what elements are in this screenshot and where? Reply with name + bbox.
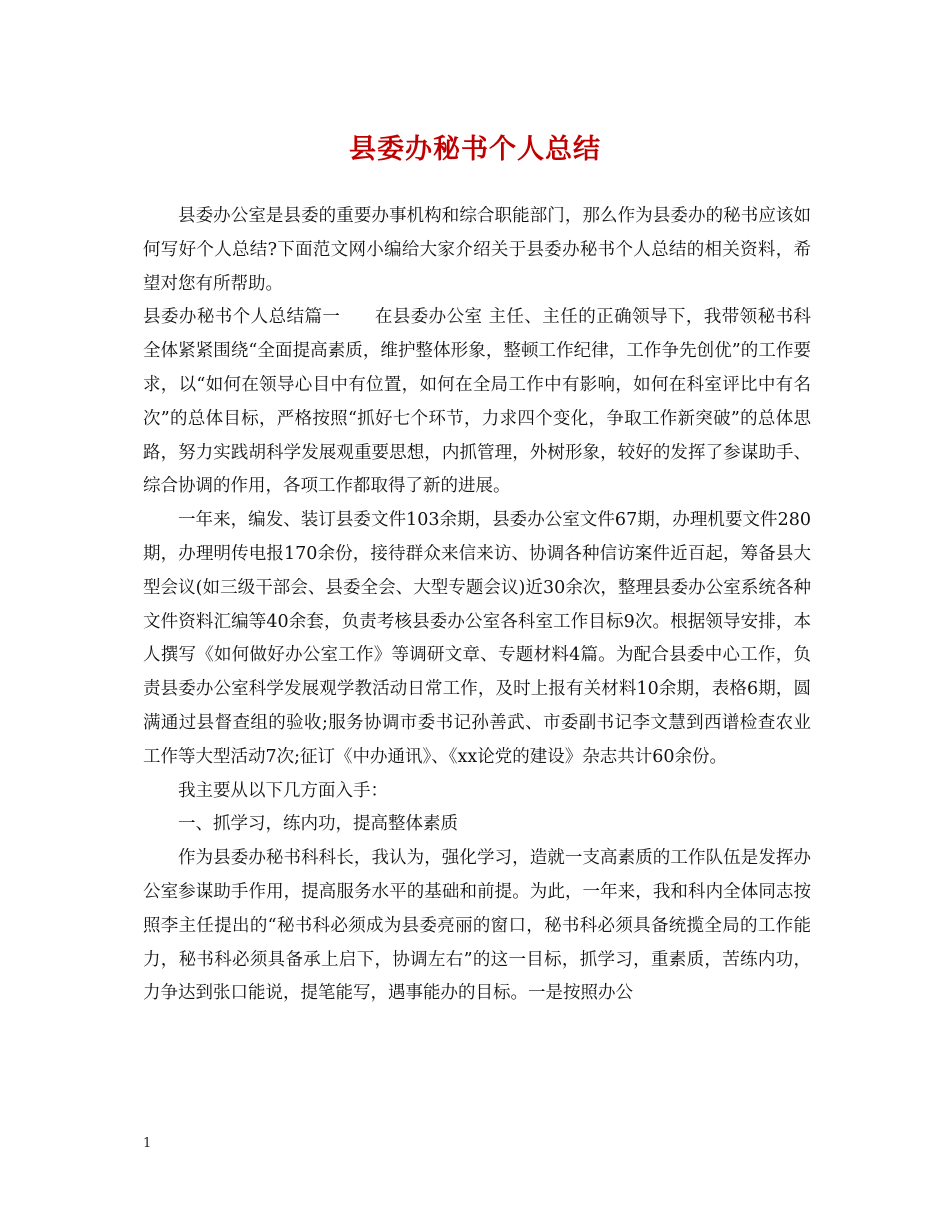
year-review-paragraph: 一年来，编发、装订县委文件103余期，县委办公室文件67期，办理机要文件280期，办理明传电报170余份，接待群众来信来访、协调各种信访案件近百起，筹备县大型会议(如三级干部会、县委全会、大型专题会议)近30余次，整理县委办公室系统各种文件资料汇编等40余套，负责考核县委办公室各科室工作目标9次。根据领导安排，本人撰写《如何做好办公室工作》等调研文章、专题材料4篇。为配合县委中心工作，负责县委办公室科学发展观学教活动日常工作，及时上报有关材料10余期，表格6期，圆满通过县督查组的验收;服务协调市委书记孙善武、市委副书记李文慧到西谱检查农业工作等大型活动7次;征订《中办通讯》、《xx论党的建设》杂志共计60余份。	[143, 510, 811, 767]
page-number: 1	[143, 1136, 152, 1151]
point-one-heading: 一、抓学习，练内功，提高整体素质	[178, 814, 458, 835]
point-one-paragraph: 作为县委办秘书科科长，我认为，强化学习，造就一支高素质的工作队伍是发挥办公室参谋助手作用，提高服务水平的基础和前提。为此，一年来，我和科内全体同志按照李主任提出的“秘书科必须成为县委亮丽的窗口，秘书科必须具备统揽全局的工作能力，秘书科必须具备承上启下，协调左右”的这一目标，抓学习，重素质，苦练内功，力争达到张口能说，提笔能写，遇事能办的目标。一是按照办公	[143, 848, 811, 1004]
document-body	[143, 200, 811, 1011]
document-title: 县委办秘书个人总结	[349, 134, 601, 165]
section-paragraph	[143, 301, 811, 504]
section-text: 在县委办公室 主任、主任的正确领导下，我带领秘书科全体紧紧围绕“全面提高素质，维护整体形象，整顿工作纪律，工作争先创优”的工作要求，以“如何在领导心目中有位置，如何在全局工作中有影响，如何在科室评比中有名次”的总体目标，严格按照“抓好七个环节，力求四个变化，争取工作新突破”的总体思路，努力实践胡科学发展观重要思想，内抓管理，外树形象，较好的发挥了参谋助手、综合协调的作用，各项工作都取得了新的进展。	[143, 307, 812, 497]
aspects-intro-paragraph: 我主要从以下几方面入手：	[178, 780, 388, 801]
intro-paragraph: 县委办公室是县委的重要办事机构和综合职能部门，那么作为县委办的秘书应该如何写好个人总结?下面范文网小编给大家介绍关于县委办秘书个人总结的相关资料，希望对您有所帮助。	[143, 206, 811, 294]
section-label: 县委办秘书个人总结篇一	[143, 307, 341, 328]
